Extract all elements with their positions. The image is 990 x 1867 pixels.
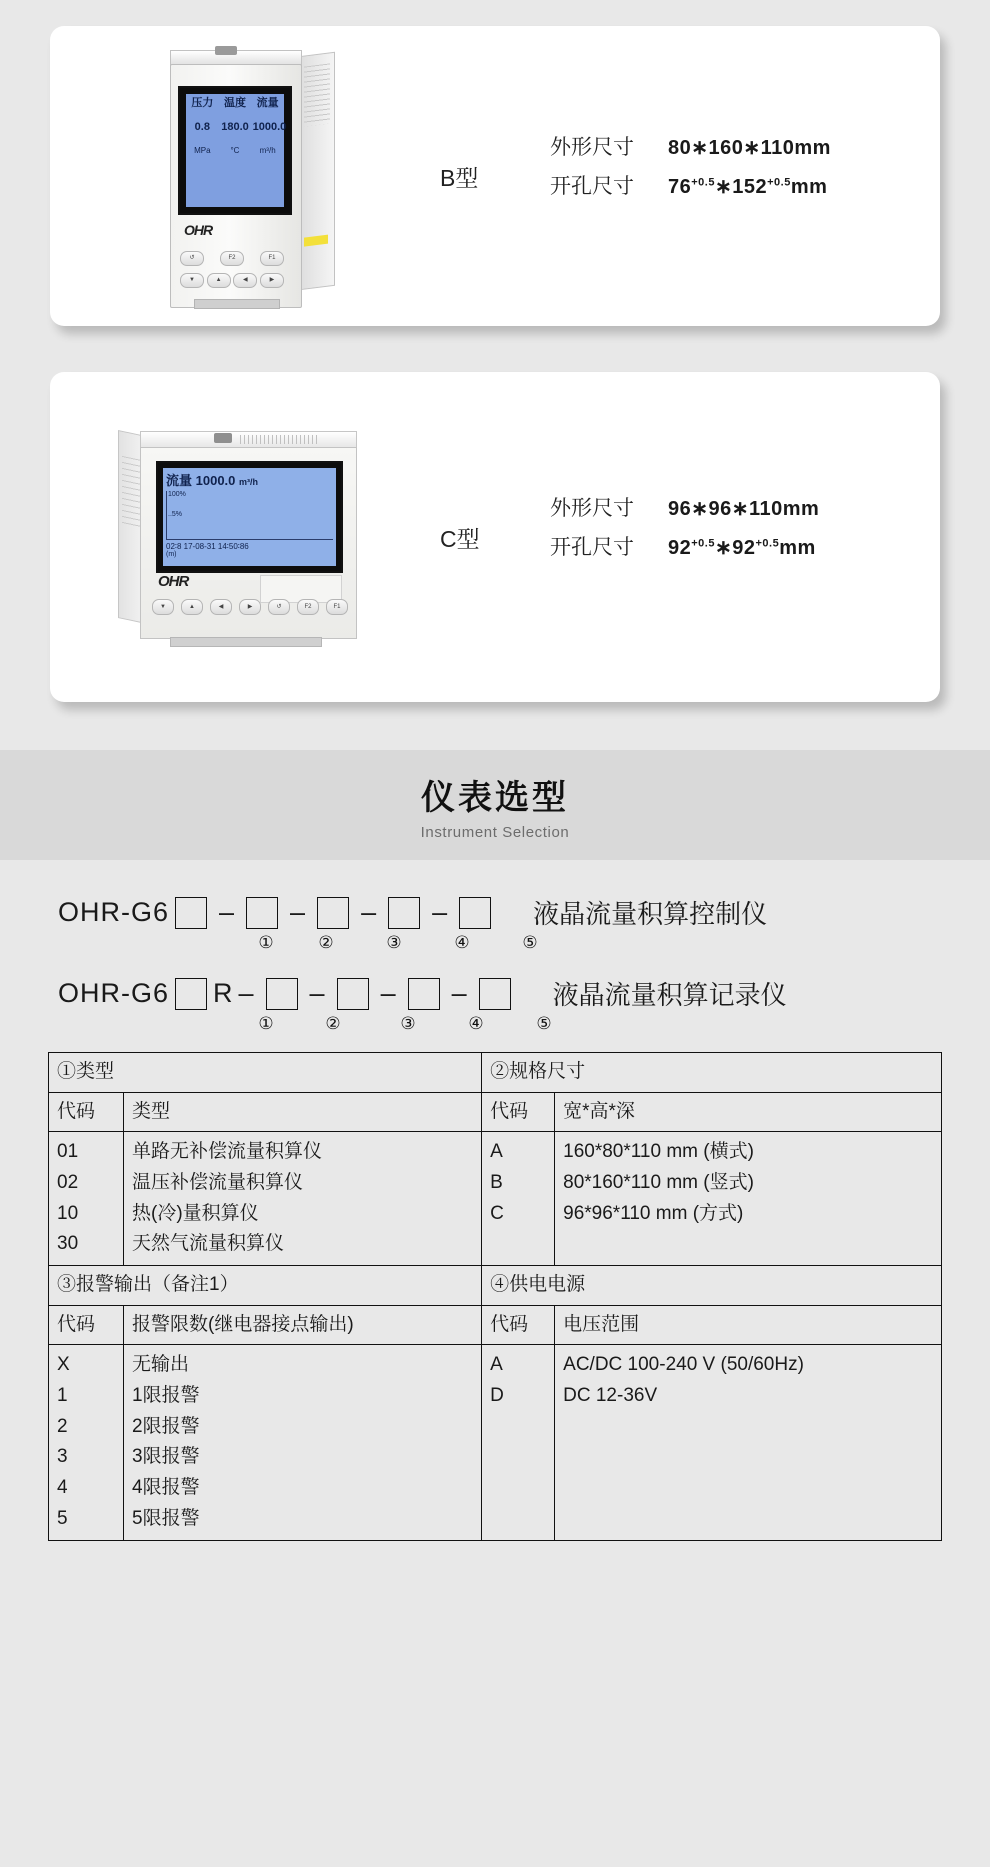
block1-right-header: ②规格尺寸 bbox=[482, 1053, 942, 1093]
device-c-keypad bbox=[152, 599, 348, 615]
block2-right-header: ④供电电源 bbox=[482, 1266, 942, 1306]
block2-left-codes bbox=[49, 1345, 124, 1541]
code-cell: 1 bbox=[57, 1384, 68, 1406]
text-cell: 热(冷)量积算仪 bbox=[132, 1202, 259, 1224]
dimension-value: 96∗96∗110mm bbox=[668, 498, 820, 520]
dimension-value: 80∗160∗110mm bbox=[668, 137, 831, 159]
text-cell: AC/DC 100-240 V (50/60Hz) bbox=[563, 1354, 804, 1376]
product-spec-page bbox=[0, 26, 990, 1547]
block1-left-header: ①类型 bbox=[49, 1053, 482, 1093]
code-cell: A bbox=[490, 1354, 503, 1376]
device-image-c bbox=[50, 417, 440, 657]
code-cell: B bbox=[490, 1171, 503, 1193]
block2-left-sub-text: 报警限数(继电器接点输出) bbox=[124, 1305, 482, 1345]
text-cell: 4限报警 bbox=[132, 1477, 200, 1499]
num-1: ① bbox=[258, 1014, 274, 1033]
code-cell: 02 bbox=[57, 1171, 79, 1193]
key-button-f1[interactable]: F1 bbox=[326, 599, 348, 615]
model-box-3[interactable] bbox=[317, 897, 349, 929]
lcd-channel bbox=[252, 97, 287, 156]
model-prefix: OHR-G6 bbox=[58, 978, 170, 1008]
lcd-channel-value: 1000.0 bbox=[252, 120, 287, 133]
lcd-channel bbox=[220, 98, 250, 155]
table-row bbox=[49, 1345, 942, 1541]
model-prefix: OHR-G6 bbox=[58, 897, 170, 927]
model-box-5[interactable] bbox=[479, 978, 511, 1010]
num-2: ② bbox=[325, 1014, 341, 1033]
block1-right-codes bbox=[482, 1132, 555, 1266]
model-box-3[interactable] bbox=[337, 978, 369, 1010]
vent-lines bbox=[304, 63, 330, 126]
model-description: 液晶流量积算记录仪 bbox=[552, 980, 787, 1010]
text-cell: 3限报警 bbox=[132, 1446, 200, 1468]
block1-right-sub-code: 代码 bbox=[482, 1092, 555, 1132]
model-box-5[interactable] bbox=[459, 897, 491, 929]
product-card-b bbox=[50, 26, 940, 326]
dimensions-b bbox=[550, 137, 940, 215]
key-right-arrow[interactable]: ▶ bbox=[239, 599, 261, 615]
dimension-label: 外形尺寸 bbox=[550, 136, 634, 159]
cutout-h-tol: +0.5 bbox=[755, 537, 780, 550]
lcd-axis-label: (m) bbox=[166, 551, 177, 558]
key-up-arrow[interactable]: ▲ bbox=[181, 599, 203, 615]
vent-slots bbox=[240, 435, 320, 444]
dimension-row-outline bbox=[550, 498, 940, 519]
device-b-keypad bbox=[180, 251, 284, 295]
lcd-trend-graph bbox=[166, 491, 333, 540]
text-cell: 温压补偿流量积算仪 bbox=[132, 1171, 304, 1193]
lcd-channel-value: 0.8 bbox=[194, 120, 210, 133]
key-button[interactable]: ↺ bbox=[180, 251, 204, 266]
key-left-arrow[interactable]: ◀ bbox=[233, 273, 257, 288]
section-banner bbox=[0, 750, 990, 860]
text-cell: 160*80*110 mm (横式) bbox=[563, 1141, 754, 1162]
code-cell: 3 bbox=[57, 1446, 68, 1468]
model-description: 液晶流量积算控制仪 bbox=[533, 899, 768, 929]
table-row bbox=[49, 1092, 942, 1132]
num-5: ⑤ bbox=[522, 933, 538, 952]
dimension-row-cutout bbox=[550, 176, 940, 197]
lcd-channel-name: 温度 bbox=[223, 97, 246, 109]
key-button-f2[interactable]: F2 bbox=[220, 251, 244, 266]
model-box-4[interactable] bbox=[388, 897, 420, 929]
lcd-channel-name: 压力 bbox=[191, 97, 214, 109]
lcd-scale-top: 100% bbox=[168, 491, 186, 498]
code-cell: C bbox=[490, 1202, 504, 1224]
model-suffix-letter: R bbox=[213, 978, 233, 1008]
section-title-en: Instrument Selection bbox=[420, 823, 570, 841]
model-box-1[interactable] bbox=[175, 897, 207, 929]
lcd-channel-unit: m³/h bbox=[259, 146, 276, 156]
block2-right-sub-code: 代码 bbox=[482, 1305, 555, 1345]
text-cell: 2限报警 bbox=[132, 1415, 200, 1437]
block2-left-header: ③报警输出（备注1） bbox=[49, 1266, 482, 1306]
lcd-timestamp: 02∶8 17-08-31 14∶50∶86 bbox=[166, 542, 249, 551]
lcd-unit: m³/h bbox=[239, 477, 259, 487]
brand-logo: OHR bbox=[158, 573, 189, 590]
lcd-scale-mid: ..5% bbox=[168, 511, 183, 518]
key-button-f2[interactable]: F2 bbox=[297, 599, 319, 615]
lcd-title: 流量 bbox=[166, 473, 193, 488]
table-row bbox=[49, 1305, 942, 1345]
text-cell: DC 12-36V bbox=[563, 1384, 658, 1406]
cutout-w-tol: +0.5 bbox=[691, 537, 715, 550]
cutout-unit: mm bbox=[790, 176, 828, 198]
num-5: ⑤ bbox=[536, 1014, 552, 1033]
table-row bbox=[49, 1132, 942, 1266]
block2-left-sub-code: 代码 bbox=[49, 1305, 124, 1345]
cutout-h: ∗92 bbox=[714, 537, 756, 559]
text-cell: 5限报警 bbox=[132, 1507, 200, 1529]
lcd-display bbox=[186, 94, 287, 207]
code-cell: 01 bbox=[57, 1141, 79, 1162]
model-label-b: B型 bbox=[440, 164, 479, 191]
cutout-h-tol: +0.5 bbox=[767, 176, 791, 189]
lcd-channel bbox=[187, 98, 217, 155]
key-button[interactable]: ↺ bbox=[268, 599, 290, 615]
yellow-label bbox=[304, 235, 328, 247]
lcd-channel-name: 流量 bbox=[256, 97, 279, 109]
block2-right-texts bbox=[555, 1345, 942, 1541]
key-down-arrow[interactable]: ▼ bbox=[180, 273, 204, 288]
spec-table bbox=[48, 1052, 942, 1541]
device-c-screen bbox=[156, 461, 343, 573]
section-title-zh: 仪表选型 bbox=[421, 778, 569, 817]
model-code-row-2: OHR-G6 R – – – – 液晶流量积算记录仪 bbox=[0, 975, 990, 1012]
code-cell: 5 bbox=[57, 1507, 68, 1529]
model-label-c: C型 bbox=[440, 525, 480, 552]
key-up-arrow[interactable]: ▲ bbox=[207, 273, 231, 288]
device-b-screen bbox=[178, 86, 292, 215]
text-cell: 80*160*110 mm (竖式) bbox=[563, 1171, 754, 1193]
model-box-4[interactable] bbox=[408, 978, 440, 1010]
block1-left-sub-code: 代码 bbox=[49, 1092, 124, 1132]
lcd-channel-unit: MPa bbox=[194, 146, 211, 156]
code-cell: 10 bbox=[57, 1202, 79, 1224]
dimension-label: 外形尺寸 bbox=[550, 497, 634, 520]
vent-lines bbox=[122, 456, 142, 530]
code-cell: 4 bbox=[57, 1477, 68, 1499]
block2-right-sub-text: 电压范围 bbox=[555, 1305, 942, 1345]
num-4: ④ bbox=[454, 933, 470, 952]
lcd-channel-unit: °C bbox=[230, 146, 240, 156]
block2-right-codes bbox=[482, 1345, 555, 1541]
block1-left-sub-type: 类型 bbox=[124, 1092, 482, 1132]
block2-left-texts bbox=[124, 1345, 482, 1541]
num-4: ④ bbox=[468, 1014, 484, 1033]
dimension-row-cutout bbox=[550, 537, 940, 558]
text-cell: 1限报警 bbox=[132, 1384, 200, 1406]
block1-left-codes bbox=[49, 1132, 124, 1266]
lcd-value: 1000.0 bbox=[195, 473, 236, 488]
dimension-label: 开孔尺寸 bbox=[550, 536, 634, 559]
code-cell: X bbox=[57, 1354, 70, 1376]
top-knob bbox=[215, 46, 237, 55]
block1-right-sub-size: 宽*高*深 bbox=[555, 1092, 942, 1132]
dimensions-c bbox=[550, 498, 940, 576]
key-button-f1[interactable]: F1 bbox=[260, 251, 284, 266]
device-b-base bbox=[194, 299, 280, 309]
cutout-unit: mm bbox=[779, 537, 816, 559]
text-cell: 天然气流量积算仪 bbox=[132, 1233, 285, 1255]
brand-logo: OHR bbox=[184, 222, 213, 238]
lcd-channel-value: 180.0 bbox=[221, 120, 249, 133]
device-b-side-panel bbox=[299, 52, 335, 290]
model-box-2[interactable] bbox=[266, 978, 298, 1010]
num-2: ② bbox=[318, 933, 334, 952]
device-image-b bbox=[50, 46, 440, 306]
key-right-arrow[interactable]: ▶ bbox=[260, 273, 284, 288]
device-c-base bbox=[170, 637, 322, 647]
dimension-row-outline bbox=[550, 137, 940, 158]
table-row bbox=[49, 1266, 942, 1306]
code-cell: 2 bbox=[57, 1415, 68, 1437]
cutout-w: 92 bbox=[668, 537, 692, 559]
spec-table-wrap bbox=[0, 1034, 990, 1541]
model-code-numbers-2 bbox=[0, 1014, 990, 1034]
cutout-h: ∗152 bbox=[714, 176, 768, 198]
num-3: ③ bbox=[386, 933, 402, 952]
code-cell: A bbox=[490, 1141, 503, 1162]
model-box-1[interactable] bbox=[175, 978, 207, 1010]
product-card-c bbox=[50, 372, 940, 702]
text-cell: 单路无补偿流量积算仪 bbox=[132, 1141, 323, 1162]
top-knob bbox=[214, 433, 232, 443]
dimension-label: 开孔尺寸 bbox=[550, 175, 634, 198]
model-selection-area bbox=[0, 860, 990, 1547]
cutout-w: 76 bbox=[668, 176, 692, 198]
key-left-arrow[interactable]: ◀ bbox=[210, 599, 232, 615]
model-box-2[interactable] bbox=[246, 897, 278, 929]
num-3: ③ bbox=[400, 1014, 416, 1033]
cutout-w-tol: +0.5 bbox=[691, 176, 715, 189]
text-cell: 无输出 bbox=[132, 1354, 190, 1376]
table-row bbox=[49, 1053, 942, 1093]
text-cell: 96*96*110 mm (方式) bbox=[563, 1202, 744, 1224]
code-cell: D bbox=[490, 1384, 504, 1406]
num-1: ① bbox=[258, 933, 274, 952]
block1-left-texts bbox=[124, 1132, 482, 1266]
model-code-numbers-1 bbox=[0, 933, 990, 953]
key-down-arrow[interactable]: ▼ bbox=[152, 599, 174, 615]
lcd-display bbox=[163, 468, 336, 566]
block1-right-texts bbox=[555, 1132, 942, 1266]
code-cell: 30 bbox=[57, 1233, 79, 1255]
model-code-row-1: OHR-G6 – – – – 液晶流量积算控制仪 bbox=[0, 894, 990, 931]
